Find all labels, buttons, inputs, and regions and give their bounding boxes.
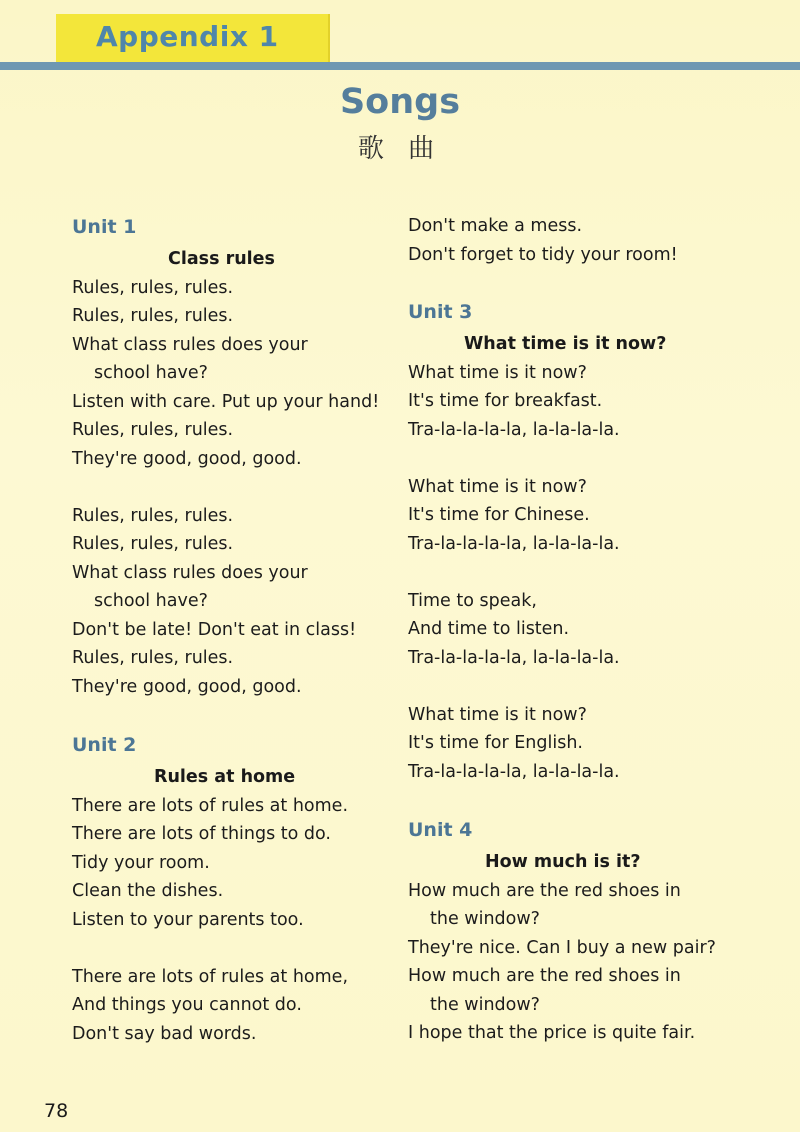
lyric-line: school have? (94, 363, 208, 383)
page-number: 78 (44, 1100, 69, 1122)
lyric-line: There are lots of things to do. (72, 824, 331, 844)
lyric-line: Listen to your parents too. (72, 910, 304, 930)
lyric-line: Rules, rules, rules. (72, 306, 234, 326)
unit1-song-title: Class rules (168, 249, 275, 269)
lyric-line: Tra-la-la-la-la, la-la-la-la. (408, 420, 620, 440)
unit1-heading: Unit 1 (72, 216, 137, 238)
header-rule (0, 62, 800, 70)
lyric-line: Rules, rules, rules. (72, 534, 234, 554)
page-title: Songs (339, 82, 461, 122)
lyric-line: Don't make a mess. (408, 216, 583, 236)
lyric-line: It's time for Chinese. (408, 505, 590, 525)
lyric-line: Tidy your room. (72, 853, 210, 873)
lyric-line: And time to listen. (408, 619, 570, 639)
lyric-line: It's time for English. (408, 733, 583, 753)
lyric-line: I hope that the price is quite fair. (408, 1023, 696, 1043)
page-subtitle: 歌 曲 (357, 134, 443, 164)
lyric-line: Tra-la-la-la-la, la-la-la-la. (408, 762, 620, 782)
lyric-line: How much are the red shoes in (408, 966, 681, 986)
lyric-line: What class rules does your (72, 335, 308, 355)
lyric-line: Don't say bad words. (72, 1024, 257, 1044)
lyric-line: It's time for breakfast. (408, 391, 603, 411)
appendix-tab (56, 14, 328, 64)
lyric-line: What time is it now? (408, 477, 587, 497)
lyric-line: Tra-la-la-la-la, la-la-la-la. (408, 534, 620, 554)
lyric-line: Clean the dishes. (72, 881, 224, 901)
lyric-line: school have? (94, 591, 208, 611)
unit2-heading: Unit 2 (72, 734, 137, 756)
appendix-label: Appendix 1 (96, 20, 279, 53)
lyric-line: They're good, good, good. (72, 677, 302, 697)
lyric-line: What time is it now? (408, 705, 587, 725)
lyric-line: Rules, rules, rules. (72, 648, 234, 668)
unit3-heading: Unit 3 (408, 301, 473, 323)
lyric-line: the window? (430, 995, 540, 1015)
lyric-line: Rules, rules, rules. (72, 420, 234, 440)
unit4-song-title: How much is it? (485, 852, 641, 872)
unit3-song-title: What time is it now? (464, 334, 667, 354)
lyric-line: the window? (430, 909, 540, 929)
lyric-line: Don't be late! Don't eat in class! (72, 620, 357, 640)
lyric-line: Tra-la-la-la-la, la-la-la-la. (408, 648, 620, 668)
lyric-line: There are lots of rules at home, (72, 967, 349, 987)
lyric-line: What class rules does your (72, 563, 308, 583)
lyric-line: They're nice. Can I buy a new pair? (408, 938, 716, 958)
lyric-line: Don't forget to tidy your room! (408, 245, 678, 265)
lyric-line: What time is it now? (408, 363, 587, 383)
unit2-song-title: Rules at home (154, 767, 296, 787)
lyric-line: They're good, good, good. (72, 449, 302, 469)
lyric-line: Time to speak, (408, 591, 537, 611)
lyric-line: Rules, rules, rules. (72, 506, 234, 526)
unit4-heading: Unit 4 (408, 819, 473, 841)
lyric-line: Rules, rules, rules. (72, 278, 234, 298)
lyric-line: Listen with care. Put up your hand! (72, 392, 380, 412)
lyric-line: And things you cannot do. (72, 995, 302, 1015)
lyric-line: How much are the red shoes in (408, 881, 681, 901)
lyric-line: There are lots of rules at home. (72, 796, 349, 816)
